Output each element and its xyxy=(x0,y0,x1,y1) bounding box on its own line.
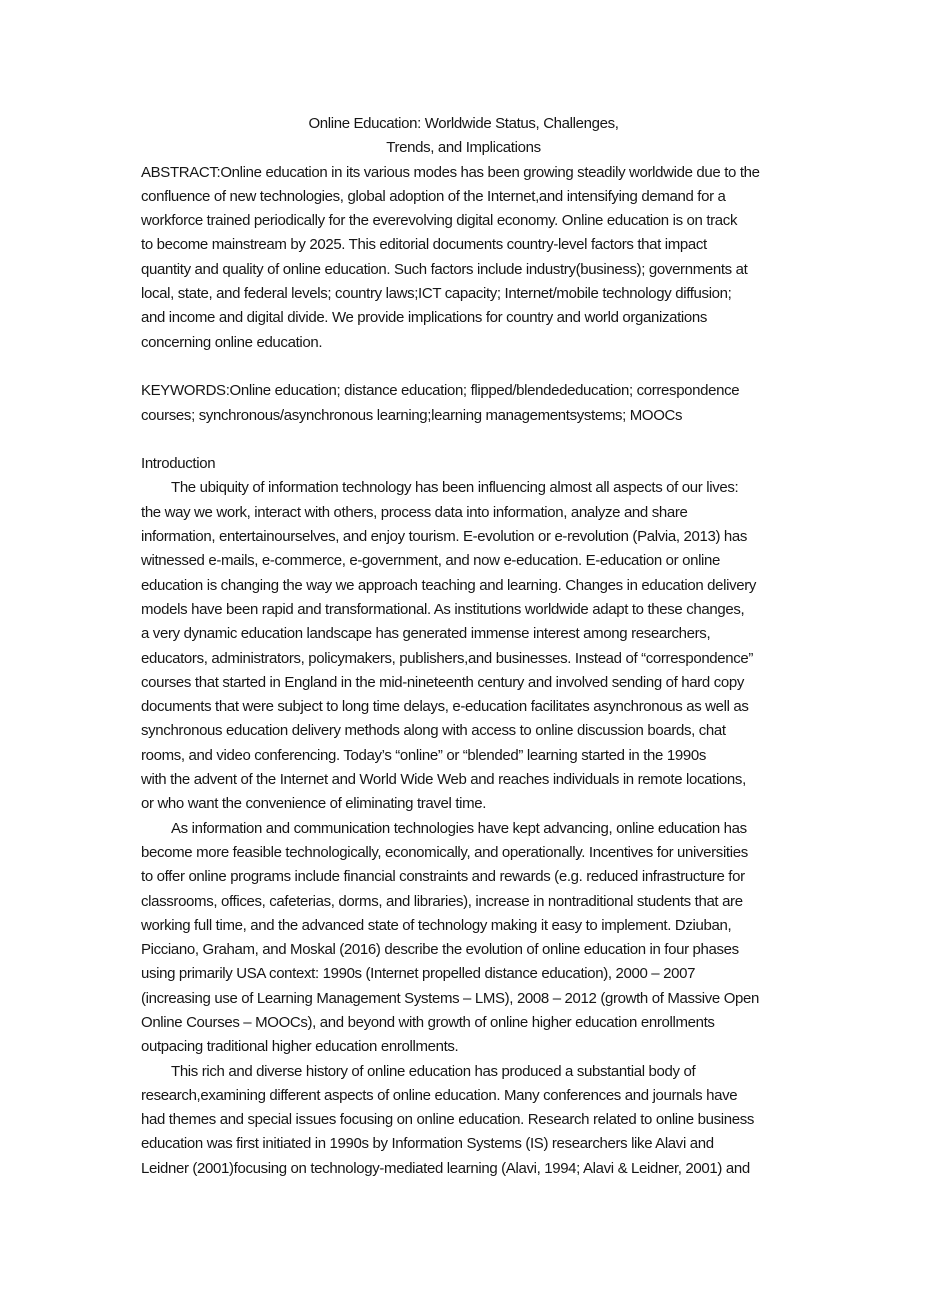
document-content xyxy=(141,112,793,1181)
intro-paragraph-1-line: rooms, and video conferencing. Today’s “online” or “blended” learning started in the 1990s xyxy=(141,746,706,764)
keywords-line: KEYWORDS:Online education; distance education; flipped/blendededucation; correspondence xyxy=(141,382,740,400)
intro-paragraph-1-line: information, entertainourselves, and enjoy tourism. E-evolution or e-revolution (Palvia, 2013) has xyxy=(141,528,748,546)
abstract-line: to become mainstream by 2025. This editorial documents country-level factors that impact xyxy=(141,236,707,254)
blank-line xyxy=(141,355,793,379)
intro-paragraph-2-line: outpacing traditional higher education enrollments. xyxy=(141,1038,459,1056)
abstract-line: local, state, and federal levels; country laws;ICT capacity; Internet/mobile technology diffusion; xyxy=(141,285,732,303)
abstract-line: and income and digital divide. We provide implications for country and world organizations xyxy=(141,309,708,327)
intro-paragraph-3-line: had themes and special issues focusing on online education. Research related to online business xyxy=(141,1111,754,1129)
intro-paragraph-2-line: As information and communication technologies have kept advancing, online education has xyxy=(171,819,747,837)
intro-paragraph-1-line: educators, administrators, policymakers, publishers,and businesses. Instead of “correspondence” xyxy=(141,649,754,667)
intro-paragraph-1-line: models have been rapid and transformational. As institutions worldwide adapt to these changes, xyxy=(141,600,745,618)
intro-paragraph-1-line: documents that were subject to long time delays, e-education facilitates asynchronous as well as xyxy=(141,698,749,716)
intro-paragraph-3-line: research,examining different aspects of online education. Many conferences and journals have xyxy=(141,1086,738,1104)
intro-paragraph-1-line: The ubiquity of information technology has been influencing almost all aspects of our lives: xyxy=(171,479,739,497)
intro-paragraph-1-line: synchronous education delivery methods along with access to online discussion boards, chat xyxy=(141,722,726,740)
intro-paragraph-1-line: with the advent of the Internet and World Wide Web and reaches individuals in remote locations, xyxy=(141,771,746,789)
intro-paragraph-2-line: using primarily USA context: 1990s (Internet propelled distance education), 2000 – 2007 xyxy=(141,965,696,983)
intro-paragraph-2-line: Online Courses – MOOCs), and beyond with growth of online higher education enrollments xyxy=(141,1013,715,1031)
intro-paragraph-1-line: witnessed e-mails, e-commerce, e-government, and now e-education. E-education or online xyxy=(141,552,721,570)
intro-paragraph-2-line: to offer online programs include financial constraints and rewards (e.g. reduced infrastructure for xyxy=(141,868,745,886)
blank-line xyxy=(141,428,793,452)
intro-paragraph-2-line: classrooms, offices, cafeterias, dorms, and libraries), increase in nontraditional students that are xyxy=(141,892,743,910)
abstract-line: concerning online education. xyxy=(141,333,323,351)
intro-paragraph-2-line: (increasing use of Learning Management Systems – LMS), 2008 – 2012 (growth of Massive Open xyxy=(141,989,760,1007)
intro-paragraph-1-line: courses that started in England in the mid-nineteenth century and involved sending of hard copy xyxy=(141,673,744,691)
intro-paragraph-1-line: or who want the convenience of eliminating travel time. xyxy=(141,795,487,813)
abstract-line: confluence of new technologies, global adoption of the Internet,and intensifying demand for a xyxy=(141,187,726,205)
intro-paragraph-1-line: education is changing the way we approach teaching and learning. Changes in education delivery xyxy=(141,576,757,594)
abstract-line: quantity and quality of online education. Such factors include industry(business); governments at xyxy=(141,260,748,278)
keywords-line: courses; synchronous/asynchronous learning;learning managementsystems; MOOCs xyxy=(141,406,683,424)
intro-paragraph-2-line: Picciano, Graham, and Moskal (2016) describe the evolution of online education in four phases xyxy=(141,941,739,959)
intro-paragraph-3-line: This rich and diverse history of online education has produced a substantial body of xyxy=(171,1062,696,1080)
intro-paragraph-1-line: the way we work, interact with others, process data into information, analyze and share xyxy=(141,503,688,521)
abstract-line: ABSTRACT:Online education in its various modes has been growing steadily worldwide due to the xyxy=(141,163,760,181)
intro-paragraph-3-line: education was first initiated in 1990s by Information Systems (IS) researchers like Alavi and xyxy=(141,1135,714,1153)
intro-paragraph-2-line: working full time, and the advanced state of technology making it easy to implement. Dziuban, xyxy=(141,916,732,934)
abstract-line: workforce trained periodically for the everevolving digital economy. Online education is on track xyxy=(141,212,738,230)
intro-paragraph-3-line: Leidner (2001)focusing on technology-mediated learning (Alavi, 1994; Alavi & Leidner, 2001) and xyxy=(141,1159,750,1177)
introduction-heading-line: Introduction xyxy=(141,455,216,473)
title-line: Trends, and Implications xyxy=(386,139,541,157)
intro-paragraph-2-line: become more feasible technologically, economically, and operationally. Incentives for universities xyxy=(141,843,748,861)
title-line: Online Education: Worldwide Status, Challenges, xyxy=(308,115,619,132)
intro-paragraph-1-line: a very dynamic education landscape has generated immense interest among researchers, xyxy=(141,625,711,643)
